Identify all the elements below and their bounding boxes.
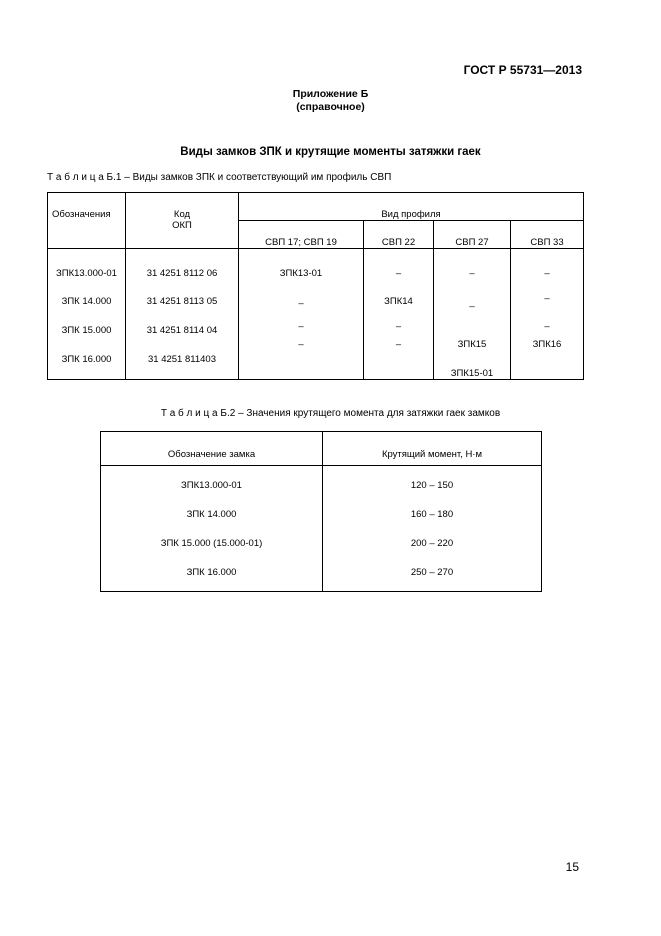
table-row-torque: 250 – 270 <box>410 567 454 578</box>
table1-header-profile-4: СВП 33 <box>530 237 564 248</box>
table1 <box>47 192 584 380</box>
appendix-heading <box>0 88 661 114</box>
table-row-code: 31 4251 811403 <box>148 354 216 365</box>
appendix-title: Приложение Б <box>292 88 369 100</box>
table1-header-rule <box>48 248 583 249</box>
table2-header-lock: Обозначение замка <box>167 449 256 460</box>
table1-header-profile-3: СВП 27 <box>455 237 489 248</box>
table-cell: _ <box>469 297 475 308</box>
table-cell: ЗПК13-01 <box>279 268 323 279</box>
table-row-designation: ЗПК 15.000 <box>61 325 112 336</box>
table1-caption: Т а б л и ц а Б.1 – Виды замков ЗПК и соответствующий им профиль СВП <box>47 172 392 183</box>
table1-divider <box>238 220 583 221</box>
table1-header-profile-2: СВП 22 <box>381 237 416 248</box>
table-row-code: 31 4251 8114 04 <box>146 325 218 336</box>
table1-header-designation: Обозначения <box>52 209 111 220</box>
table-cell: – <box>544 268 550 279</box>
table-row-lock: ЗПК 15.000 (15.000-01) <box>160 538 263 549</box>
table-cell: – <box>544 293 550 304</box>
document-code: ГОСТ Р 55731—2013 <box>463 63 582 77</box>
table-row-designation: ЗПК 14.000 <box>61 296 112 307</box>
section-title: Виды замков ЗПК и крутящие моменты затяжки гаек <box>180 146 481 158</box>
table-cell: – <box>469 268 475 279</box>
table-cell: ЗПК15-01 <box>450 368 494 379</box>
table-row-designation: ЗПК 16.000 <box>61 354 112 365</box>
table-cell: – <box>395 321 402 332</box>
table-row-designation: ЗПК13.000-01 <box>56 268 117 279</box>
table-row-code: 31 4251 8113 05 <box>146 296 218 307</box>
table-cell: – <box>298 298 304 309</box>
table2-header-rule <box>101 465 541 466</box>
table-cell: ЗПК14 <box>384 296 413 307</box>
table-row-torque: 200 – 220 <box>410 538 454 549</box>
table-row-lock: ЗПК 14.000 <box>186 509 237 520</box>
appendix-subtitle: (справочное) <box>296 101 365 113</box>
table-row-lock: ЗПК 16.000 <box>186 567 237 578</box>
table2-header-torque: Крутящий момент, Н·м <box>381 449 483 460</box>
table2 <box>100 431 542 592</box>
table-cell: – <box>395 339 402 350</box>
table-cell: ЗПК15 <box>457 339 487 350</box>
table-cell: – <box>544 321 550 332</box>
table-row-lock: ЗПК13.000-01 <box>181 480 242 491</box>
table1-header-code: Код ОКП <box>172 209 192 231</box>
table1-header-profile-1: СВП 17; СВП 19 <box>265 237 337 248</box>
table-row-torque: 160 – 180 <box>410 509 454 520</box>
table-cell: ЗПК16 <box>532 339 562 350</box>
table-cell: – <box>298 321 304 332</box>
table-row-code: 31 4251 8112 06 <box>146 268 218 279</box>
page-number: 15 <box>565 860 579 874</box>
table-row-torque: 120 – 150 <box>410 480 454 491</box>
table-cell: – <box>298 339 304 350</box>
table2-caption: Т а б л и ц а Б.2 – Значения крутящего момента для затяжки гаек замков <box>160 408 501 419</box>
table1-header-profile: Вид профиля <box>381 209 441 220</box>
table-cell: – <box>395 268 402 279</box>
